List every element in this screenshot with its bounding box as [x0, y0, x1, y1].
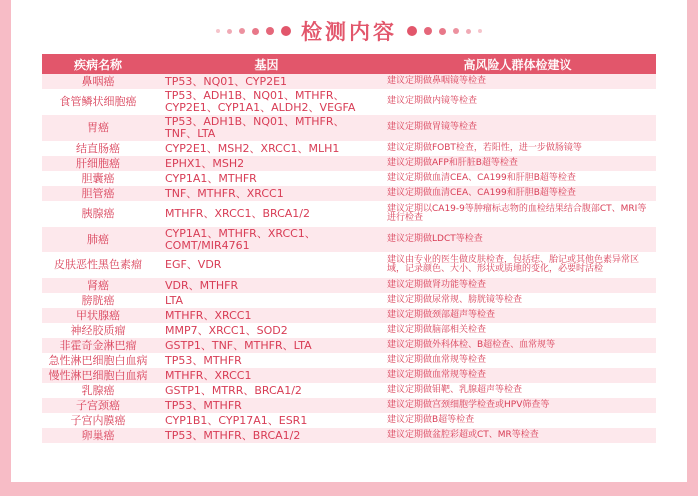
gene-cell: LTA: [154, 293, 379, 308]
table-row: [42, 368, 656, 383]
disease-cell: 乳腺癌: [42, 383, 154, 398]
table-row: [42, 338, 656, 353]
advice-cell: 建议定期做内镜等检查: [379, 89, 656, 115]
table-row: [42, 156, 656, 171]
gene-cell: MMP7、XRCC1、SOD2: [154, 323, 379, 338]
content-card: [11, 0, 687, 482]
advice-cell: 建议定期做血清CEA、CA199和肝胆B超等检查: [379, 171, 656, 186]
disease-cell: 肾癌: [42, 278, 154, 293]
table-row: [42, 308, 656, 323]
table-row: [42, 186, 656, 201]
advice-cell: 建议由专业的医生做皮肤检查，包括痣、胎记或其他色素异常区域，记录颜色、大小、形状或质地的变化，必要时活检: [379, 252, 656, 278]
table-row: [42, 413, 656, 428]
section-header: [11, 14, 687, 48]
table-row: [42, 201, 656, 227]
advice-cell: 建议定期做外科体检、B超检查、血常规等: [379, 338, 656, 353]
disease-cell: 胃癌: [42, 115, 154, 141]
advice-cell: 建议定期做B超等检查: [379, 413, 656, 428]
left-decorative-dots: [216, 26, 291, 36]
table-row: [42, 74, 656, 89]
advice-cell: 建议定期做颈部超声等检查: [379, 308, 656, 323]
gene-cell: TP53、MTHFR: [154, 353, 379, 368]
detection-table: [42, 54, 656, 443]
gene-cell: EPHX1、MSH2: [154, 156, 379, 171]
table-header-row: [42, 54, 656, 74]
table-row: [42, 428, 656, 443]
gene-cell: TNF、MTHFR、XRCC1: [154, 186, 379, 201]
advice-cell: 建议定期做钼靶、乳腺超声等检查: [379, 383, 656, 398]
gene-cell: GSTP1、MTRR、BRCA1/2: [154, 383, 379, 398]
advice-cell: 建议定期做胃镜等检查: [379, 115, 656, 141]
table-row: [42, 89, 656, 115]
advice-cell: 建议定期做盆腔彩超或CT、MR等检查: [379, 428, 656, 443]
gene-cell: VDR、MTHFR: [154, 278, 379, 293]
advice-cell: 建议定期做鼻咽镜等检查: [379, 74, 656, 89]
table-row: [42, 252, 656, 278]
disease-cell: 卵巢癌: [42, 428, 154, 443]
disease-cell: 肺癌: [42, 227, 154, 252]
disease-cell: 慢性淋巴细胞白血病: [42, 368, 154, 383]
table-row: [42, 293, 656, 308]
gene-cell: EGF、VDR: [154, 252, 379, 278]
advice-cell: 建议定期做肾功能等检查: [379, 278, 656, 293]
table-row: [42, 227, 656, 252]
table-row: [42, 398, 656, 413]
gene-cell: GSTP1、TNF、MTHFR、LTA: [154, 338, 379, 353]
disease-cell: 食管鳞状细胞癌: [42, 89, 154, 115]
header-advice: 高风险人群体检建议: [379, 54, 656, 74]
gene-cell: MTHFR、XRCC1: [154, 308, 379, 323]
gene-cell: TP53、NQ01、CYP2E1: [154, 74, 379, 89]
header-disease: 疾病名称: [42, 54, 154, 74]
advice-cell: 建议定期做FOBT检查，若阳性，进一步做肠镜等: [379, 141, 656, 156]
gene-cell: TP53、MTHFR、BRCA1/2: [154, 428, 379, 443]
gene-cell: TP53、MTHFR: [154, 398, 379, 413]
advice-cell: 建议定期做血常规等检查: [379, 368, 656, 383]
disease-cell: 鼻咽癌: [42, 74, 154, 89]
gene-cell: TP53、ADH1B、NQ01、MTHFR、TNF、LTA: [154, 115, 379, 141]
advice-cell: 建议定期做宫颈细胞学检查或HPV筛查等: [379, 398, 656, 413]
table-row: [42, 323, 656, 338]
advice-cell: 建议定期做AFP和肝脏B超等检查: [379, 156, 656, 171]
disease-cell: 神经胶质瘤: [42, 323, 154, 338]
gene-cell: MTHFR、XRCC1: [154, 368, 379, 383]
disease-cell: 皮肤恶性黑色素瘤: [42, 252, 154, 278]
disease-cell: 结直肠癌: [42, 141, 154, 156]
disease-cell: 膀胱癌: [42, 293, 154, 308]
disease-cell: 急性淋巴细胞白血病: [42, 353, 154, 368]
gene-cell: CYP1A1、MTHFR: [154, 171, 379, 186]
page-title: 检测内容: [301, 20, 397, 44]
disease-cell: 胰腺癌: [42, 201, 154, 227]
disease-cell: 非霍奇金淋巴瘤: [42, 338, 154, 353]
gene-cell: CYP1A1、MTHFR、XRCC1、COMT/MIR4761: [154, 227, 379, 252]
disease-cell: 子宫颈癌: [42, 398, 154, 413]
table-body: [42, 74, 656, 443]
advice-cell: 建议定期做血常规等检查: [379, 353, 656, 368]
disease-cell: 子宫内膜癌: [42, 413, 154, 428]
right-decorative-dots: [407, 26, 482, 36]
gene-cell: CYP1B1、CYP17A1、ESR1: [154, 413, 379, 428]
advice-cell: 建议定期做尿常规、膀胱镜等检查: [379, 293, 656, 308]
table-row: [42, 383, 656, 398]
advice-cell: 建议定期做LDCT等检查: [379, 227, 656, 252]
gene-cell: MTHFR、XRCC1、BRCA1/2: [154, 201, 379, 227]
advice-cell: 建议定期做脑部相关检查: [379, 323, 656, 338]
table-row: [42, 141, 656, 156]
disease-cell: 胆囊癌: [42, 171, 154, 186]
advice-cell: 建议定期以CA19-9等肿瘤标志物的血检结果结合腹部CT、MRI等进行检查: [379, 201, 656, 227]
disease-cell: 肝细胞癌: [42, 156, 154, 171]
table-row: [42, 278, 656, 293]
disease-cell: 甲状腺癌: [42, 308, 154, 323]
table-row: [42, 353, 656, 368]
table-row: [42, 115, 656, 141]
gene-cell: TP53、ADH1B、NQ01、MTHFR、CYP2E1、CYP1A1、ALDH2、VEGFA: [154, 89, 379, 115]
header-genes: 基因: [154, 54, 379, 74]
advice-cell: 建议定期做血清CEA、CA199和肝胆B超等检查: [379, 186, 656, 201]
table-row: [42, 171, 656, 186]
disease-cell: 胆管癌: [42, 186, 154, 201]
gene-cell: CYP2E1、MSH2、XRCC1、MLH1: [154, 141, 379, 156]
